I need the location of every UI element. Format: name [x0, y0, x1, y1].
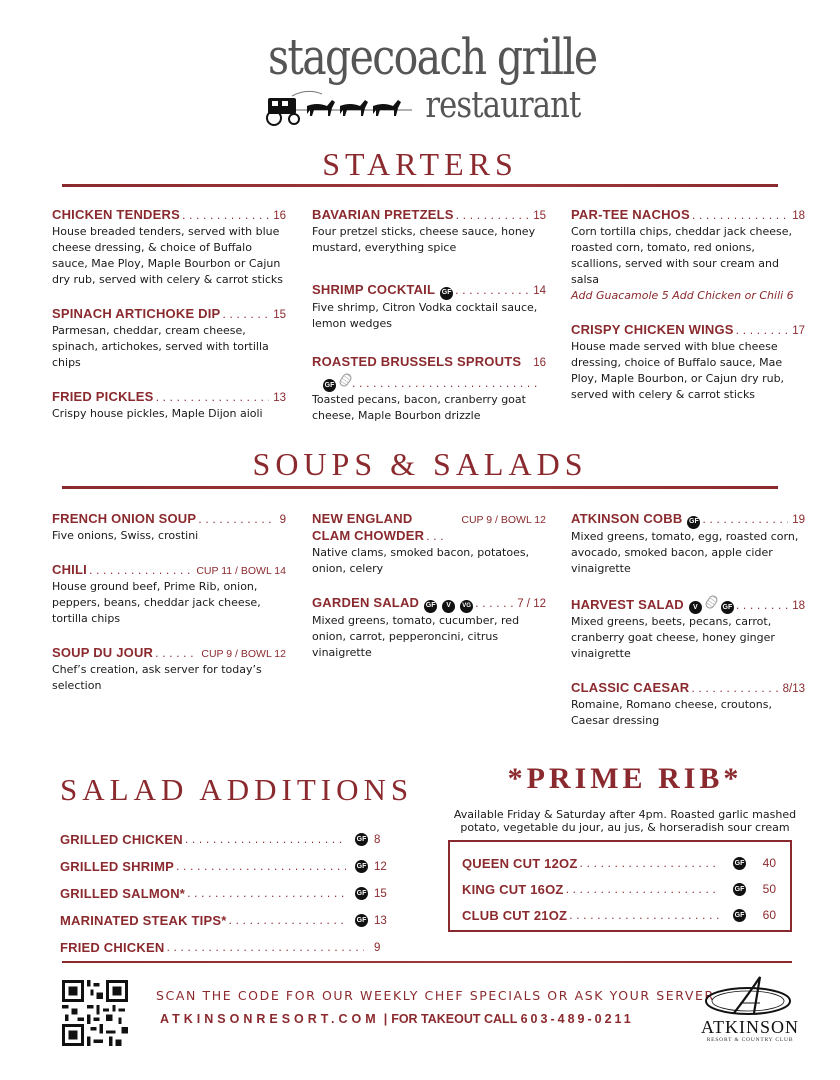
item-description: Crispy house pickles, Maple Dijon aioli — [52, 407, 263, 420]
item-name: CLASSIC CAESAR — [571, 680, 690, 695]
item-name: GRILLED CHICKEN — [60, 832, 183, 847]
leader-dots — [736, 598, 788, 614]
section-divider — [62, 184, 778, 187]
item-description: Four pretzel sticks, cheese sauce, honey mustard, everything spice — [312, 225, 536, 254]
item-description: House made served with blue cheese dressing, choice of Buffalo sauce, Mae Ploy, Maple Bourbon, or Cajun dry rub, served with celery & carrot sticks — [571, 340, 785, 401]
item-description: Five shrimp, Citron Vodka cocktail sauce, lemon wedges — [312, 300, 538, 330]
item-price: 14 — [533, 285, 546, 297]
menu-item — [312, 511, 546, 577]
menu-item — [52, 645, 286, 694]
takeout-label: FOR TAKEOUT CALL — [391, 1012, 518, 1026]
leader-dots — [182, 208, 269, 224]
leader-dots — [222, 307, 269, 323]
item-name: FRIED CHICKEN — [60, 940, 165, 955]
item-name: SOUP DU JOUR — [52, 645, 154, 660]
item-name: SHRIMP COCKTAIL — [312, 282, 436, 297]
item-price: 8/13 — [782, 683, 805, 695]
menu-item — [52, 511, 286, 544]
phone-link[interactable]: 603-489-0211 — [520, 1012, 634, 1026]
logo-subtitle: restaurant — [424, 85, 580, 126]
prime-rib-box — [448, 840, 792, 932]
addition-row — [60, 934, 390, 961]
item-price: 12 — [374, 860, 387, 873]
menu-item — [312, 595, 546, 661]
item-name: MARINATED STEAK TIPS* — [60, 913, 227, 928]
menu-item — [571, 680, 805, 729]
leader-dots — [187, 887, 346, 900]
leader-dots — [426, 529, 448, 545]
item-name-line-2: CLAM CHOWDER — [312, 528, 425, 543]
nut-allergen-icon — [338, 371, 353, 388]
gluten-free-badge-icon: GF — [355, 833, 368, 846]
addition-row — [60, 826, 390, 853]
logo-title: stagecoach grille — [268, 28, 597, 86]
item-price: 40 — [762, 856, 776, 870]
item-description: Parmesan, cheddar, cream cheese, spinach, artichokes, served with tortilla chips — [52, 324, 269, 369]
section-title-soups-salads: SOUPS & SALADS — [252, 446, 588, 482]
separator: | — [383, 1012, 388, 1026]
soups-column-1 — [52, 511, 286, 712]
addition-row — [60, 853, 390, 880]
item-price: 13 — [273, 392, 286, 404]
item-description: House ground beef, Prime Rib, onion, peppers, beans, cheddar jack cheese, tortilla chips — [52, 580, 261, 625]
leader-dots — [166, 941, 364, 954]
item-price: CUP 9 / BOWL 12 — [461, 514, 546, 526]
resort-name: ATKINSON — [701, 1017, 799, 1037]
item-name: GARDEN SALAD — [312, 595, 420, 610]
item-price: 17 — [792, 325, 805, 337]
item-price: 50 — [762, 882, 776, 896]
menu-item — [571, 511, 805, 577]
item-name: SPINACH ARTICHOKE DIP — [52, 306, 221, 321]
menu-item — [52, 306, 286, 371]
gluten-free-badge-icon: GF — [355, 887, 368, 900]
item-name: NEW ENGLAND — [312, 511, 413, 526]
stagecoach-horses-icon — [262, 88, 412, 128]
gluten-free-badge-icon: GF — [733, 857, 746, 870]
item-name: CHICKEN TENDERS — [52, 207, 180, 222]
menu-item — [571, 322, 805, 403]
leader-dots — [579, 857, 719, 870]
gluten-free-badge-icon: GF — [355, 860, 368, 873]
item-name: HARVEST SALAD — [571, 596, 684, 612]
prime-rib-description: Available Friday & Saturday after 4pm. Roasted garlic mashed potato, vegetable du jour, au jus, & horseradish sour cream — [453, 808, 797, 834]
item-price: CUP 9 / BOWL 12 — [201, 648, 286, 660]
menu-item — [52, 562, 286, 627]
soups-column-2 — [312, 511, 546, 679]
item-description: Toasted pecans, bacon, cranberry goat cheese, Maple Bourbon drizzle — [312, 393, 526, 422]
starters-column-2 — [312, 207, 546, 442]
section-title-prime-rib: *PRIME RIB* — [507, 762, 743, 795]
item-description: Five onions, Swiss, crostini — [52, 529, 199, 542]
section-title-salad-additions: SALAD ADDITIONS — [60, 772, 414, 807]
item-description: Romaine, Romano cheese, croutons, Caesar dressing — [571, 698, 772, 727]
salad-additions-list — [60, 826, 390, 961]
nut-allergen-icon — [704, 593, 719, 610]
leader-dots — [156, 390, 270, 406]
menu-item — [312, 207, 546, 256]
resort-subtitle: RESORT & COUNTRY CLUB — [706, 1037, 794, 1043]
item-price: 18 — [792, 599, 805, 612]
item-name: FRIED PICKLES — [52, 389, 154, 404]
item-description: Mixed greens, tomato, cucumber, red onion, carrot, pepperoncini, citrus vinaigrette — [312, 613, 520, 659]
item-price: 15 — [273, 309, 286, 321]
item-name: CLUB CUT 21OZ — [462, 907, 568, 923]
gluten-free-badge-icon: GF — [440, 287, 453, 300]
item-name: CRISPY CHICKEN WINGS — [571, 322, 734, 337]
prime-rib-row — [462, 876, 776, 902]
item-price: 18 — [792, 210, 805, 222]
gluten-free-badge-icon: GF — [733, 883, 746, 896]
prime-rib-row — [462, 902, 776, 928]
menu-item — [312, 354, 546, 425]
item-price: 16 — [273, 210, 286, 222]
item-name: ROASTED BRUSSELS SPROUTS — [312, 353, 522, 369]
leader-dots — [198, 512, 275, 528]
menu-item — [52, 389, 286, 422]
item-price: CUP 11 / BOWL 14 — [196, 565, 286, 577]
item-price: 13 — [374, 914, 387, 927]
leader-dots — [455, 283, 529, 299]
soups-column-3 — [571, 511, 805, 747]
leader-dots — [692, 208, 788, 224]
item-description: Chef’s creation, ask server for today’s selection — [52, 663, 262, 692]
leader-dots — [155, 646, 197, 662]
item-description: Corn tortilla chips, cheddar jack cheese, roasted corn, tomato, red onions, scallions, served with sour cream and salsa — [571, 225, 793, 286]
leader-dots — [566, 883, 719, 896]
vegetarian-badge-icon: V — [442, 600, 455, 613]
gluten-free-badge-icon: GF — [323, 379, 336, 392]
footer-divider — [62, 961, 792, 963]
vegan-badge-icon: VG — [460, 600, 473, 613]
item-price: 15 — [374, 887, 387, 900]
gluten-free-badge-icon: GF — [733, 909, 746, 922]
item-description: House breaded tenders, served with blue cheese dressing, & choice of Buffalo sauce, Mae Ploy, Maple Bourbon or Cajun dry rub, served with celery & carrot sticks — [52, 225, 284, 286]
section-title-starters: STARTERS — [322, 146, 518, 182]
contact-line — [160, 1012, 634, 1026]
item-price: 9 — [279, 514, 286, 526]
item-name: GRILLED SHRIMP — [60, 859, 175, 874]
leader-dots — [691, 681, 778, 697]
atkinson-resort-logo — [690, 975, 810, 1045]
item-price: 7 / 12 — [517, 598, 546, 610]
item-price: 19 — [792, 514, 805, 526]
item-name: PAR-TEE NACHOS — [571, 207, 690, 222]
section-divider — [62, 486, 778, 489]
item-name: FRENCH ONION SOUP — [52, 511, 197, 526]
gluten-free-badge-icon: GF — [355, 914, 368, 927]
starters-column-1 — [52, 207, 286, 440]
restaurant-logo — [262, 28, 597, 128]
item-add-on-note: Add Guacamole 5 Add Chicken or Chili 6 — [571, 289, 794, 302]
item-description: Native clams, smoked bacon, potatoes, onion, celery — [312, 546, 530, 575]
vegetarian-badge-icon: V — [689, 601, 702, 614]
scan-code-text: SCAN THE CODE FOR OUR WEEKLY CHEF SPECIALS OR ASK YOUR SERVER — [156, 988, 715, 1003]
leader-dots — [736, 323, 789, 339]
item-name: KING CUT 16OZ — [462, 881, 564, 897]
leader-dots — [569, 909, 719, 922]
addition-row — [60, 880, 390, 907]
gluten-free-badge-icon: GF — [687, 516, 700, 529]
menu-item — [312, 282, 546, 332]
item-name: GRILLED SALMON* — [60, 886, 186, 901]
item-price: 16 — [533, 356, 546, 369]
item-price: 60 — [762, 908, 776, 922]
leader-dots — [702, 512, 788, 528]
starters-column-3 — [571, 207, 805, 421]
gluten-free-badge-icon: GF — [721, 601, 734, 614]
menu-item — [52, 207, 286, 288]
menu-item — [571, 207, 805, 304]
item-description: Mixed greens, tomato, egg, roasted corn, avocado, smoked bacon, apple cider vinaigrette — [571, 529, 799, 575]
item-name: CHILI — [52, 562, 87, 577]
leader-dots — [456, 208, 530, 224]
menu-item — [571, 595, 805, 663]
monogram-a-icon — [690, 975, 810, 1019]
gluten-free-badge-icon: GF — [424, 600, 437, 613]
item-name: BAVARIAN PRETZELS — [312, 207, 454, 222]
qr-code-icon[interactable] — [62, 980, 128, 1046]
item-description: Mixed greens, beets, pecans, carrot, cranberry goat cheese, honey ginger vinaigrette — [571, 615, 775, 660]
leader-dots — [89, 563, 192, 579]
item-price: 9 — [374, 941, 381, 954]
leader-dots — [352, 376, 542, 392]
leader-dots — [228, 914, 346, 927]
website-link[interactable]: ATKINSONRESORT.COM — [160, 1012, 380, 1026]
item-name: QUEEN CUT 12OZ — [462, 855, 578, 871]
item-price: 15 — [533, 210, 546, 222]
item-price: 8 — [374, 833, 381, 846]
leader-dots — [176, 860, 346, 873]
item-name: ATKINSON COBB — [571, 511, 683, 526]
leader-dots — [475, 596, 513, 612]
addition-row — [60, 907, 390, 934]
leader-dots — [185, 833, 346, 846]
prime-rib-row — [462, 850, 776, 876]
